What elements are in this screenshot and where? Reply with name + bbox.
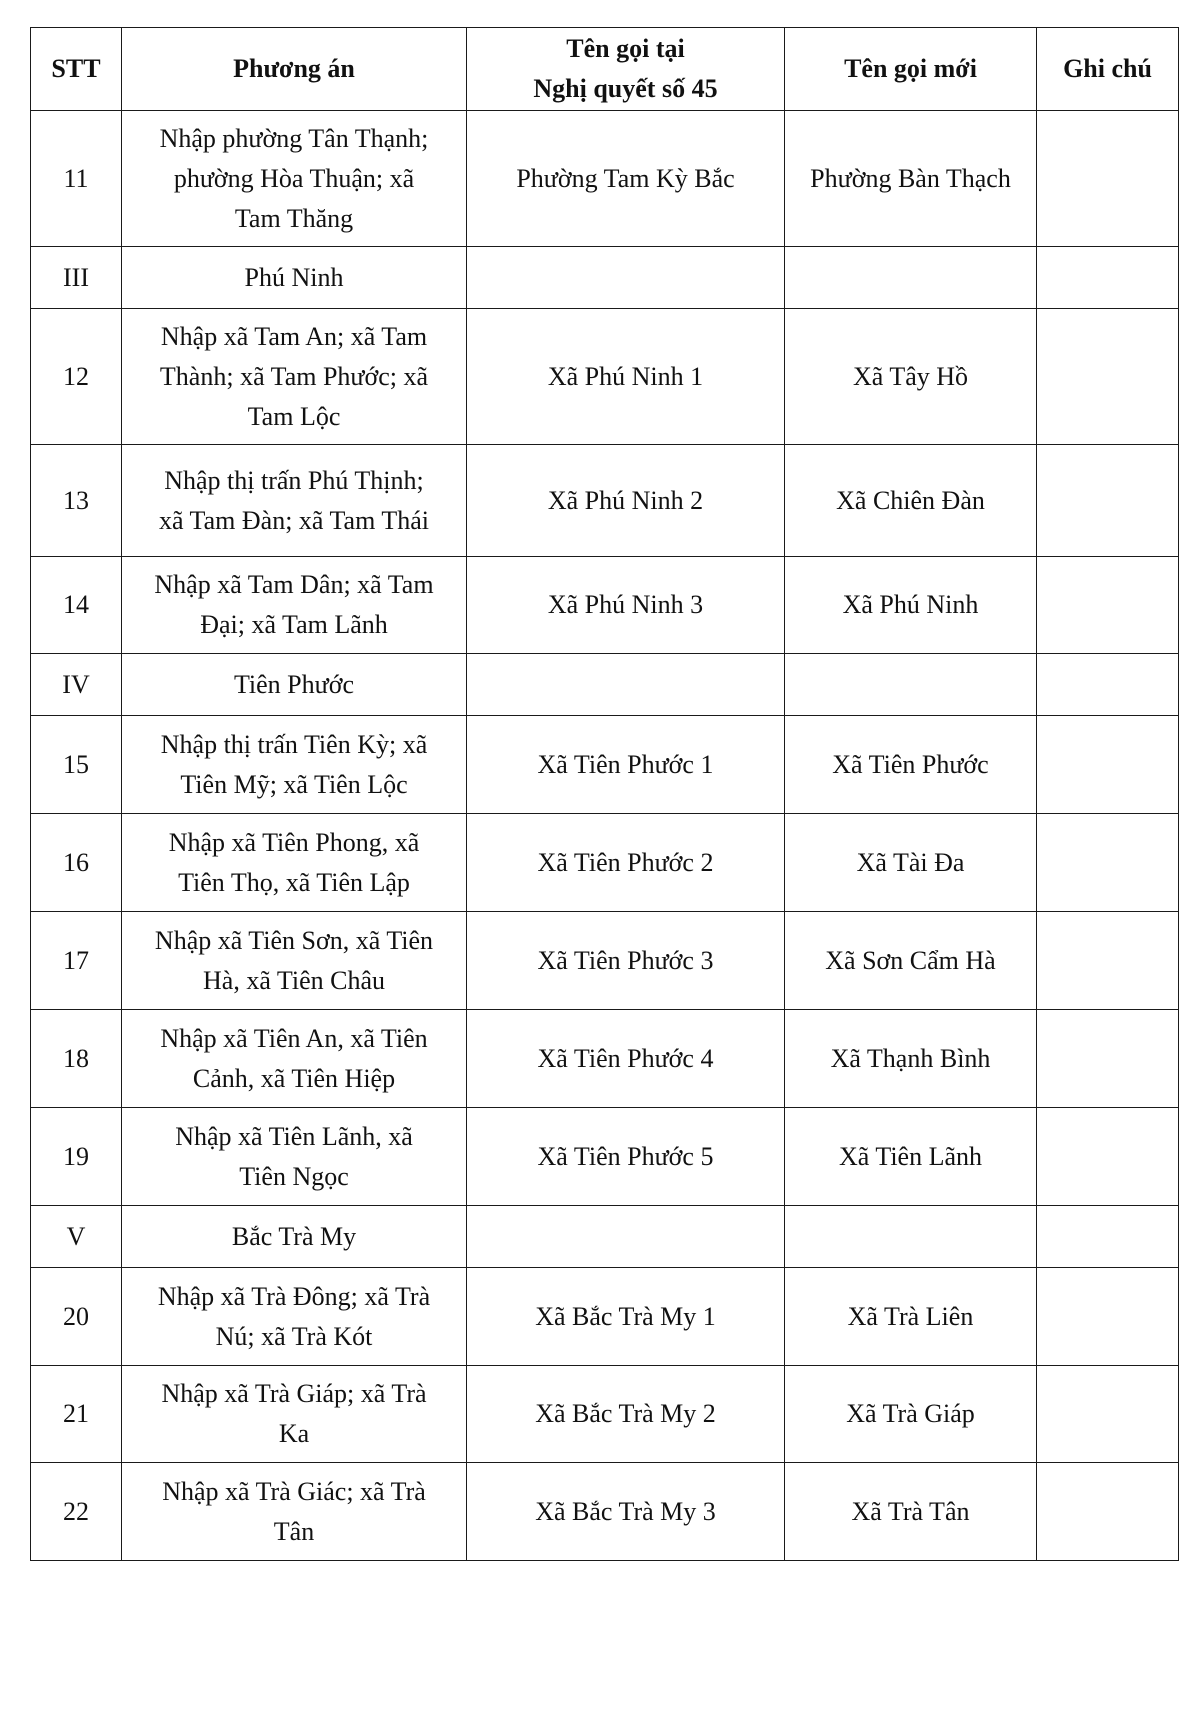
row-phuong-an	[122, 1010, 467, 1108]
table-header	[31, 28, 1179, 111]
phuong-an-line: Tiên Ngọc	[239, 1161, 349, 1191]
phuong-an-line: Nhập xã Tiên Sơn, xã Tiên	[154, 925, 434, 955]
row-ghi-chu	[1037, 111, 1179, 247]
row-ten-goi-tai: Xã Bắc Trà My 3	[467, 1463, 785, 1561]
table-body	[31, 111, 1179, 1561]
row-ghi-chu	[1037, 309, 1179, 445]
phuong-an-line: Nhập xã Tiên An, xã Tiên	[160, 1023, 428, 1053]
row-stt: 15	[31, 716, 122, 814]
table-row	[31, 309, 1179, 445]
phuong-an-line: Nhập thị trấn Tiên Kỳ; xã	[160, 729, 428, 759]
phuong-an-line: Nhập xã Tam An; xã Tam	[160, 321, 428, 351]
row-ghi-chu	[1037, 1366, 1179, 1463]
phuong-an-line: Thành; xã Tam Phước; xã	[159, 361, 429, 391]
row-ten-goi-moi: Xã Trà Tân	[785, 1463, 1037, 1561]
row-ten-goi-tai: Xã Tiên Phước 1	[467, 716, 785, 814]
row-ghi-chu	[1037, 1010, 1179, 1108]
row-ten-goi-tai: Phường Tam Kỳ Bắc	[467, 111, 785, 247]
section-row	[31, 247, 1179, 309]
row-ghi-chu	[1037, 1108, 1179, 1206]
phuong-an-line: Nhập xã Trà Giác; xã Trà	[162, 1476, 426, 1506]
phuong-an-line: Nhập xã Trà Đông; xã Trà	[157, 1281, 431, 1311]
row-stt: 22	[31, 1463, 122, 1561]
header-ghi-chu: Ghi chú	[1037, 28, 1179, 111]
phuong-an-line: Nhập phường Tân Thạnh;	[159, 123, 429, 153]
phuong-an-line: Tiên Thọ, xã Tiên Lập	[178, 867, 410, 897]
phuong-an-line: Cảnh, xã Tiên Hiệp	[192, 1063, 396, 1093]
row-ten-goi-tai: Xã Phú Ninh 2	[467, 445, 785, 557]
table-row	[31, 445, 1179, 557]
row-phuong-an	[122, 1108, 467, 1206]
row-phuong-an	[122, 445, 467, 557]
row-ghi-chu	[1037, 1268, 1179, 1366]
header-ten-goi-tai-line1: Tên gọi tại	[566, 34, 685, 63]
section-name: Phú Ninh	[122, 247, 467, 309]
phuong-an-line: Hà, xã Tiên Châu	[203, 965, 385, 995]
row-ten-goi-tai: Xã Phú Ninh 3	[467, 557, 785, 654]
row-phuong-an	[122, 309, 467, 445]
phuong-an-line: Nhập xã Tiên Lãnh, xã	[175, 1121, 413, 1151]
empty-cell	[1037, 1206, 1179, 1268]
table-row	[31, 557, 1179, 654]
row-stt: 11	[31, 111, 122, 247]
phuong-an-line: Nú; xã Trà Kót	[215, 1321, 373, 1351]
phuong-an-line: Nhập xã Tiên Phong, xã	[168, 827, 420, 857]
table-row	[31, 912, 1179, 1010]
header-ten-goi-tai-line2: Nghị quyết số 45	[533, 74, 718, 103]
phuong-an-line: phường Hòa Thuận; xã	[173, 163, 415, 193]
row-stt: 14	[31, 557, 122, 654]
row-ghi-chu	[1037, 912, 1179, 1010]
row-phuong-an	[122, 1463, 467, 1561]
row-ten-goi-tai: Xã Tiên Phước 2	[467, 814, 785, 912]
phuong-an-line: xã Tam Đàn; xã Tam Thái	[158, 505, 430, 535]
row-ten-goi-moi: Phường Bàn Thạch	[785, 111, 1037, 247]
phuong-an-line: Đại; xã Tam Lãnh	[200, 610, 388, 639]
table-row	[31, 814, 1179, 912]
row-ten-goi-moi: Xã Tây Hồ	[785, 309, 1037, 445]
section-row	[31, 654, 1179, 716]
section-number: V	[31, 1206, 122, 1268]
header-phuong-an: Phương án	[122, 28, 467, 111]
row-ghi-chu	[1037, 716, 1179, 814]
phuong-an-line: Nhập xã Tam Dân; xã Tam	[154, 570, 434, 599]
row-ten-goi-tai: Xã Tiên Phước 5	[467, 1108, 785, 1206]
row-ten-goi-tai: Xã Bắc Trà My 2	[467, 1366, 785, 1463]
empty-cell	[467, 247, 785, 309]
header-row	[31, 28, 1179, 111]
row-stt: 12	[31, 309, 122, 445]
row-ghi-chu	[1037, 1463, 1179, 1561]
row-ten-goi-moi: Xã Sơn Cẩm Hà	[785, 912, 1037, 1010]
row-ten-goi-tai: Xã Bắc Trà My 1	[467, 1268, 785, 1366]
table-row	[31, 1366, 1179, 1463]
row-stt: 21	[31, 1366, 122, 1463]
empty-cell	[785, 1206, 1037, 1268]
phuong-an-line: Tam Thăng	[234, 203, 354, 233]
section-name: Bắc Trà My	[122, 1206, 467, 1268]
row-ten-goi-moi: Xã Chiên Đàn	[785, 445, 1037, 557]
row-phuong-an	[122, 1268, 467, 1366]
empty-cell	[1037, 247, 1179, 309]
merger-table	[30, 27, 1179, 1561]
row-ten-goi-tai: Xã Tiên Phước 4	[467, 1010, 785, 1108]
row-ten-goi-tai: Xã Tiên Phước 3	[467, 912, 785, 1010]
phuong-an-line: Nhập thị trấn Phú Thịnh;	[164, 465, 424, 495]
row-phuong-an	[122, 1366, 467, 1463]
phuong-an-line: Nhập xã Trà Giáp; xã Trà	[161, 1379, 427, 1408]
empty-cell	[785, 654, 1037, 716]
table-row	[31, 1108, 1179, 1206]
row-ten-goi-moi: Xã Trà Giáp	[785, 1366, 1037, 1463]
header-ten-goi-moi: Tên gọi mới	[785, 28, 1037, 111]
row-stt: 18	[31, 1010, 122, 1108]
row-phuong-an	[122, 814, 467, 912]
document-page	[30, 27, 1178, 1561]
section-number: IV	[31, 654, 122, 716]
row-ten-goi-moi: Xã Phú Ninh	[785, 557, 1037, 654]
header-stt: STT	[31, 28, 122, 111]
row-stt: 16	[31, 814, 122, 912]
section-number: III	[31, 247, 122, 309]
table-row	[31, 1010, 1179, 1108]
row-stt: 20	[31, 1268, 122, 1366]
empty-cell	[1037, 654, 1179, 716]
row-stt: 13	[31, 445, 122, 557]
table-row	[31, 716, 1179, 814]
row-phuong-an	[122, 716, 467, 814]
table-row	[31, 111, 1179, 247]
table-row	[31, 1463, 1179, 1561]
empty-cell	[467, 1206, 785, 1268]
row-ghi-chu	[1037, 557, 1179, 654]
table-row	[31, 1268, 1179, 1366]
row-ghi-chu	[1037, 814, 1179, 912]
row-ten-goi-tai: Xã Phú Ninh 1	[467, 309, 785, 445]
header-ten-goi-tai	[467, 28, 785, 111]
row-ten-goi-moi: Xã Tài Đa	[785, 814, 1037, 912]
row-phuong-an	[122, 111, 467, 247]
row-stt: 19	[31, 1108, 122, 1206]
row-ten-goi-moi: Xã Trà Liên	[785, 1268, 1037, 1366]
phuong-an-line: Tam Lộc	[247, 401, 341, 431]
empty-cell	[467, 654, 785, 716]
phuong-an-line: Ka	[278, 1419, 310, 1448]
phuong-an-line: Tân	[273, 1516, 315, 1546]
row-ghi-chu	[1037, 445, 1179, 557]
row-ten-goi-moi: Xã Thạnh Bình	[785, 1010, 1037, 1108]
row-phuong-an	[122, 912, 467, 1010]
section-name: Tiên Phước	[122, 654, 467, 716]
section-row	[31, 1206, 1179, 1268]
row-ten-goi-moi: Xã Tiên Phước	[785, 716, 1037, 814]
row-ten-goi-moi: Xã Tiên Lãnh	[785, 1108, 1037, 1206]
phuong-an-line: Tiên Mỹ; xã Tiên Lộc	[180, 769, 408, 799]
row-stt: 17	[31, 912, 122, 1010]
empty-cell	[785, 247, 1037, 309]
row-phuong-an	[122, 557, 467, 654]
